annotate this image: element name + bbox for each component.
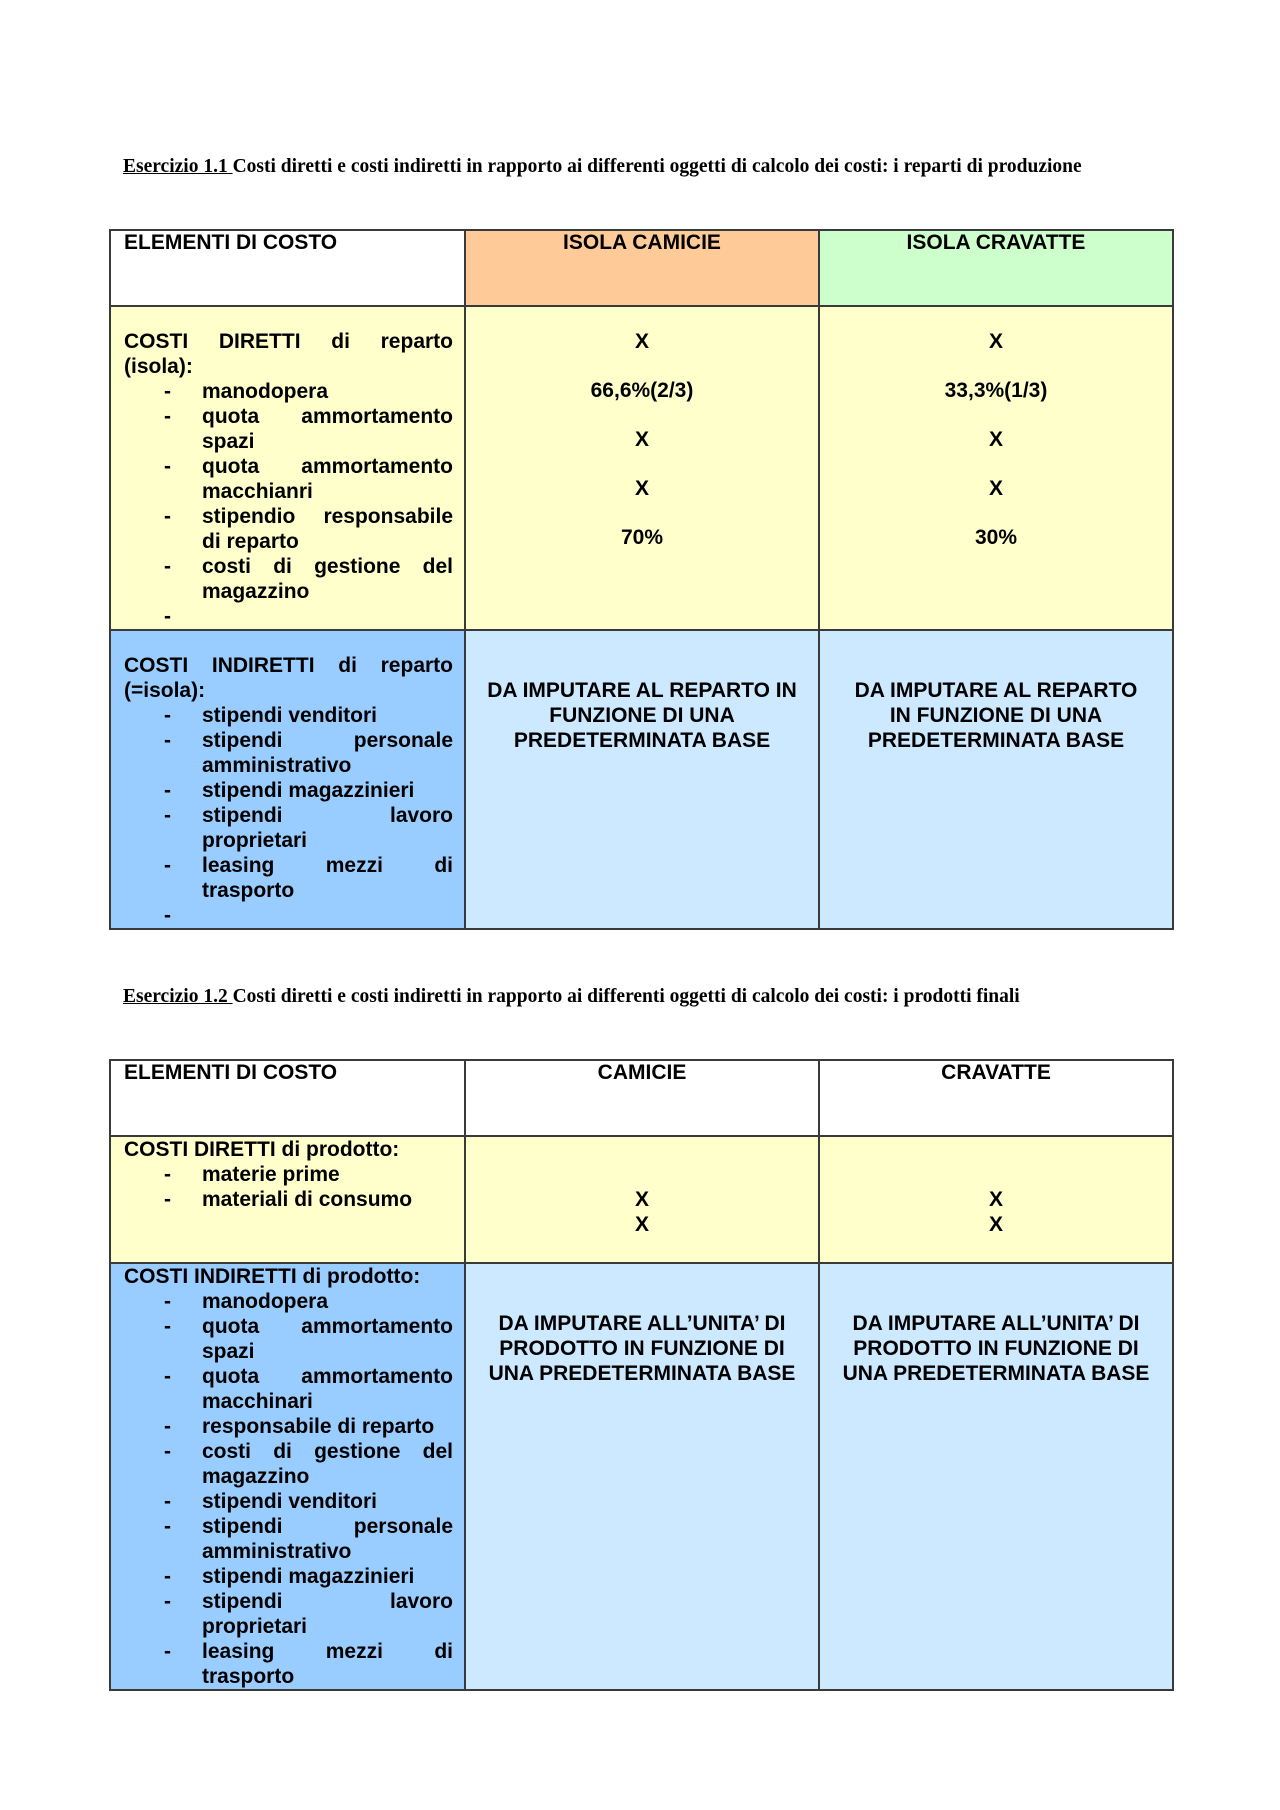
list-item: - — [164, 904, 171, 927]
value-cell: X — [988, 330, 1003, 353]
header-elementi: ELEMENTI DI COSTO — [110, 230, 465, 306]
header-camicie: CAMICIE — [465, 1060, 819, 1136]
row-costi-diretti — [110, 306, 1173, 630]
header-isola-camicie: ISOLA CAMICIE — [465, 230, 819, 306]
cost-item-list — [124, 1162, 453, 1212]
category-title: COSTI INDIRETTI di reparto (=isola): — [124, 654, 453, 702]
exercise-1-2-heading — [123, 984, 1163, 1010]
cell-costi-diretti — [110, 306, 465, 630]
value-cell: 66,6%(2/3) — [590, 379, 694, 402]
exercise-1-2-label: Esercizio 1.2 — [123, 986, 233, 1007]
exercise-1-1-text: Costi diretti e costi indiretti in rapporto ai differenti oggetti di calcolo dei costi: i reparti di produzione — [232, 156, 1082, 177]
value-cell: 30% — [974, 526, 1018, 549]
allocation-note: DA IMPUTARE ALL’UNITA’ DI PRODOTTO IN FUNZIONE DI UNA PREDETERMINATA BASE — [842, 1312, 1150, 1385]
list-item: - manodopera — [164, 1290, 329, 1313]
list-item: - leasing mezzi di trasporto — [164, 854, 453, 902]
list-item: - quota ammortamento macchinari — [164, 1365, 453, 1413]
category-title: COSTI DIRETTI di reparto (isola): — [124, 330, 453, 378]
list-item: - stipendi lavoro proprietari — [164, 804, 453, 852]
row-costi-indiretti — [110, 630, 1173, 929]
cell-costi-indiretti — [110, 630, 465, 929]
cell-indiretti-camicie — [465, 630, 819, 929]
value-cell: X — [988, 428, 1003, 451]
value-cell: X — [634, 477, 649, 500]
row-costi-indiretti — [110, 1263, 1173, 1690]
value-cell: X — [634, 1213, 649, 1236]
header-elementi: ELEMENTI DI COSTO — [110, 1060, 465, 1136]
row-costi-diretti — [110, 1136, 1173, 1263]
list-item: - stipendi lavoro proprietari — [164, 1590, 453, 1638]
list-item: - stipendio responsabile di reparto — [164, 505, 453, 553]
value-cell: X — [634, 330, 649, 353]
list-item: - manodopera — [164, 380, 329, 403]
list-item: - stipendi venditori — [164, 704, 378, 727]
list-item: - quota ammortamento macchianri — [164, 455, 453, 503]
cost-item-list — [124, 1289, 453, 1689]
cell-costi-diretti — [110, 1136, 465, 1263]
list-item: - leasing mezzi di trasporto — [164, 1640, 453, 1688]
value-cell: X — [634, 428, 649, 451]
list-item: - stipendi venditori — [164, 1490, 378, 1513]
value-cell: X — [988, 477, 1003, 500]
allocation-note: DA IMPUTARE AL REPARTO IN FUNZIONE DI UNA PREDETERMINATA BASE — [854, 679, 1138, 752]
cell-costi-indiretti — [110, 1263, 465, 1690]
exercise-1-1-label: Esercizio 1.1 — [123, 156, 233, 177]
header-isola-cravatte: ISOLA CRAVATTE — [819, 230, 1173, 306]
list-item: - quota ammortamento spazi — [164, 405, 453, 453]
cell-diretti-cravatte — [819, 306, 1173, 630]
cost-item-list — [124, 703, 453, 928]
cell-indiretti-camicie — [465, 1263, 819, 1690]
value-cell: X — [988, 1188, 1003, 1211]
list-item: - quota ammortamento spazi — [164, 1315, 453, 1363]
cost-item-list — [124, 379, 453, 629]
category-title: COSTI DIRETTI di prodotto: — [124, 1138, 400, 1161]
cell-diretti-camicie — [465, 306, 819, 630]
header-cravatte: CRAVATTE — [819, 1060, 1173, 1136]
list-item: - — [164, 605, 171, 628]
list-item: - responsabile di reparto — [164, 1415, 435, 1438]
list-item: - stipendi magazzinieri — [164, 779, 415, 802]
category-title: COSTI INDIRETTI di prodotto: — [124, 1265, 421, 1288]
table-header-row — [110, 1060, 1173, 1136]
table-prodotti — [109, 1059, 1174, 1691]
list-item: - costi di gestione del magazzino — [164, 555, 453, 603]
allocation-note: DA IMPUTARE AL REPARTO IN FUNZIONE DI UNA PREDETERMINATA BASE — [487, 679, 797, 752]
list-item: - materiali di consumo — [164, 1188, 413, 1211]
table-header-row — [110, 230, 1173, 306]
value-cell: 33,3%(1/3) — [944, 379, 1048, 402]
list-item: - stipendi personale amministrativo — [164, 729, 453, 777]
cell-indiretti-cravatte — [819, 630, 1173, 929]
list-item: - materie prime — [164, 1163, 340, 1186]
cell-diretti-camicie — [465, 1136, 819, 1263]
exercise-1-1-heading — [123, 154, 1163, 180]
cell-indiretti-cravatte — [819, 1263, 1173, 1690]
table-reparti — [109, 229, 1174, 930]
value-cell: X — [634, 1188, 649, 1211]
list-item: - stipendi magazzinieri — [164, 1565, 415, 1588]
list-item: - stipendi personale amministrativo — [164, 1515, 453, 1563]
value-cell: 70% — [620, 526, 664, 549]
value-cell: X — [988, 1213, 1003, 1236]
list-item: - costi di gestione del magazzino — [164, 1440, 453, 1488]
allocation-note: DA IMPUTARE ALL’UNITA’ DI PRODOTTO IN FUNZIONE DI UNA PREDETERMINATA BASE — [488, 1312, 796, 1385]
exercise-1-2-text: Costi diretti e costi indiretti in rapporto ai differenti oggetti di calcolo dei costi: i prodotti finali — [232, 986, 1020, 1007]
cell-diretti-cravatte — [819, 1136, 1173, 1263]
